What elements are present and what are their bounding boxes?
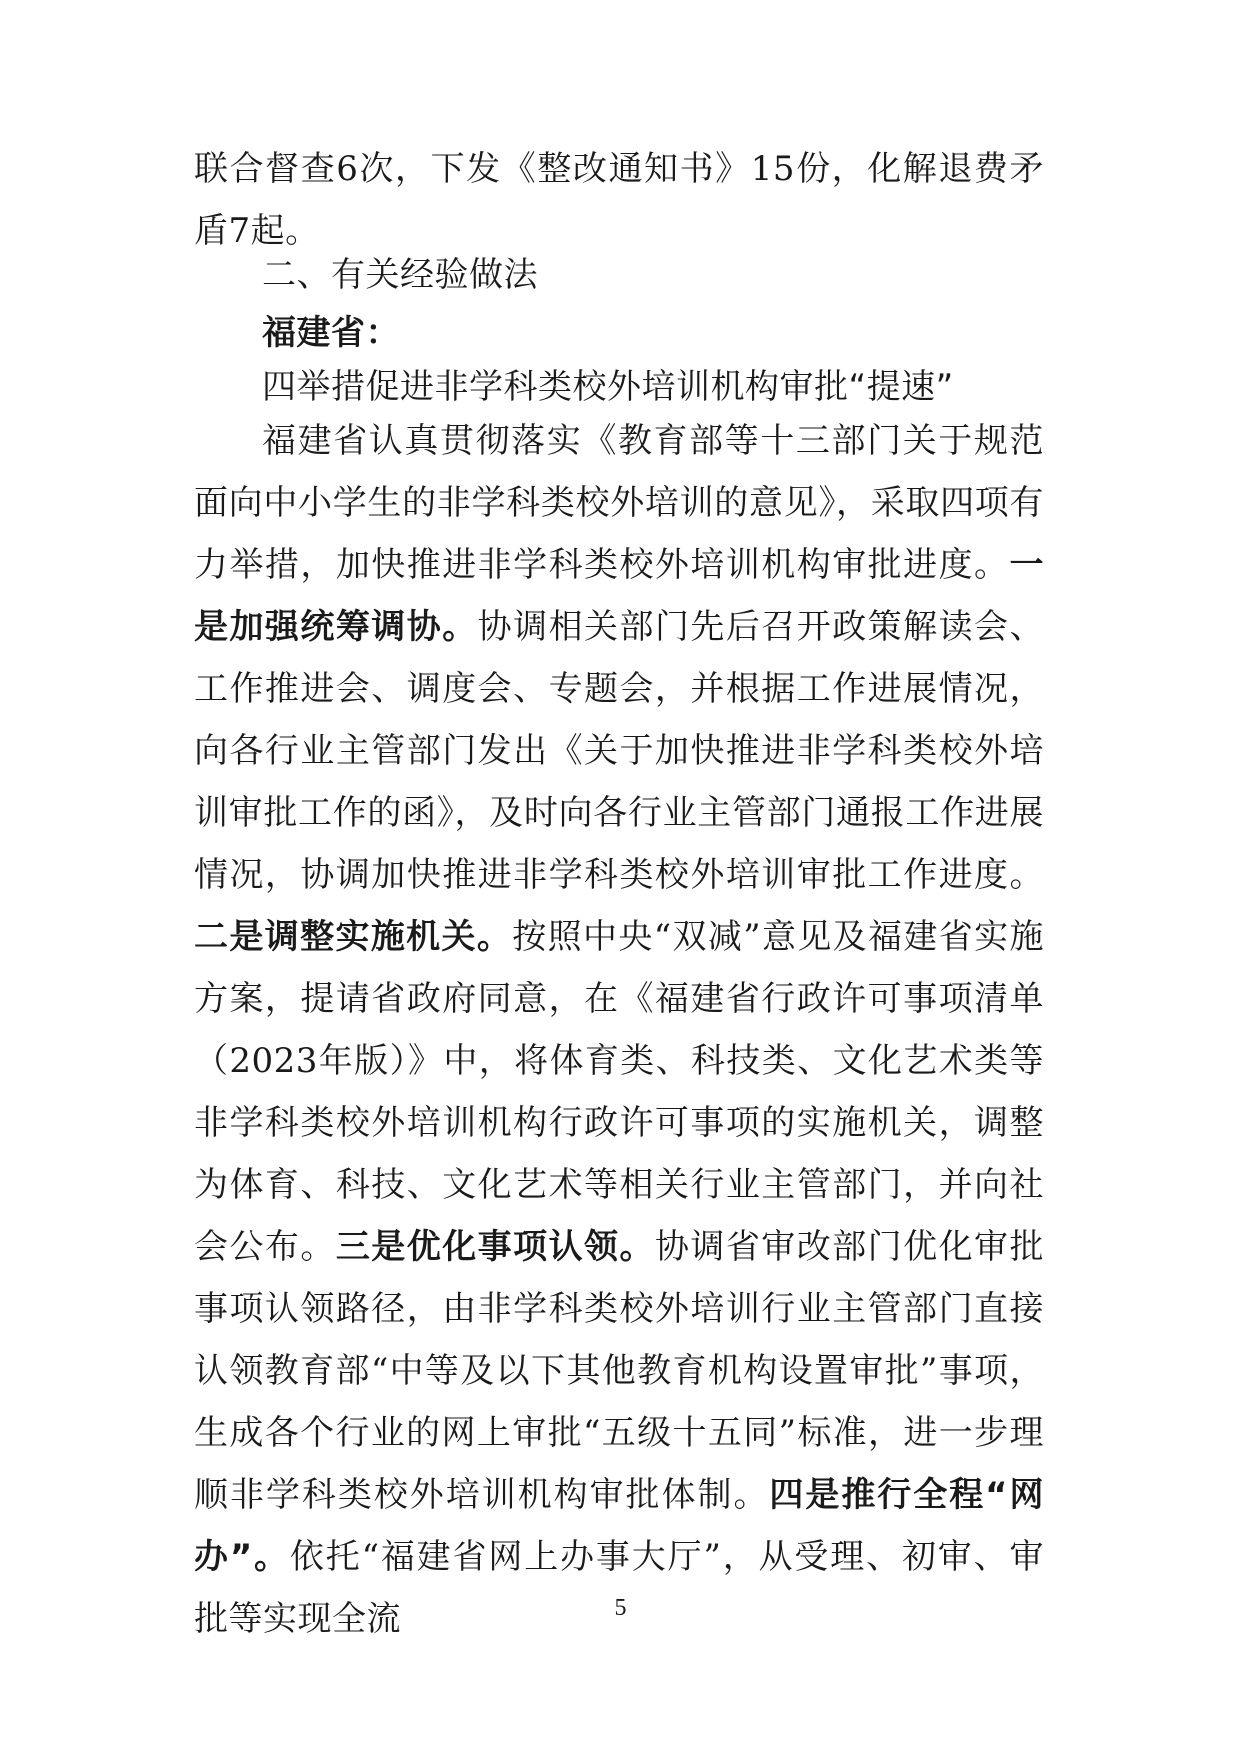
measure-3-heading: 三是优化事项认领。 <box>335 1227 655 1267</box>
body-text-3: 按照中央“双减”意见及福建省实施方案，提请省政府同意，在《福建省行政许可事项清单（2023年版）》中，将体育类、科技类、文化艺术类等非学科类校外培训机构行政许可事项的实施机关，调整为体育、科技、文化艺术等相关行业主管部门，并向社会公布。 <box>194 917 1045 1267</box>
province-heading: 福建省： <box>262 313 400 353</box>
continuation-paragraph: 联合督查6次，下发《整改通知书》15份，化解退费矛盾7起。 <box>194 149 1044 251</box>
measure-2-heading: 二是调整实施机关。 <box>194 917 513 957</box>
page-number: 5 <box>614 1595 627 1621</box>
section-heading: 二、有关经验做法 <box>262 255 538 295</box>
body-text-5: 依托“福建省网上办事大厅”，从受理、初审、审批等实现全流 <box>194 1537 1044 1639</box>
body-text-4: 协调省审改部门优化审批事项认领路径，由非学科类校外培训行业主管部门直接认领教育部“中等及以下其他教育机构设置审批”事项，生成各个行业的网上审批“五级十五同”标准，进一步理顺非学科类校外培训机构审批体制。 <box>194 1227 1045 1515</box>
article-title: 四举措促进非学科类校外培训机构审批“提速” <box>262 367 954 407</box>
body-paragraph <box>194 410 1044 1650</box>
measure-1-heading: 一是加强统筹调协。 <box>194 545 1044 647</box>
body-text-1: 福建省认真贯彻落实《教育部等十三部门关于规范面向中小学生的非学科类校外培训的意见》，采取四项有力举措，加快推进非学科类校外培训机构审批进度。 <box>194 421 1044 585</box>
body-text-2: 协调相关部门先后召开政策解读会、工作推进会、调度会、专题会，并根据工作进展情况，向各行业主管部门发出《关于加快推进非学科类校外培训审批工作的函》，及时向各行业主管部门通报工作进展情况，协调加快推进非学科类校外培训审批工作进度。 <box>194 607 1045 895</box>
measure-4-heading: 四是推行全程“网办”。 <box>194 1475 1044 1577</box>
